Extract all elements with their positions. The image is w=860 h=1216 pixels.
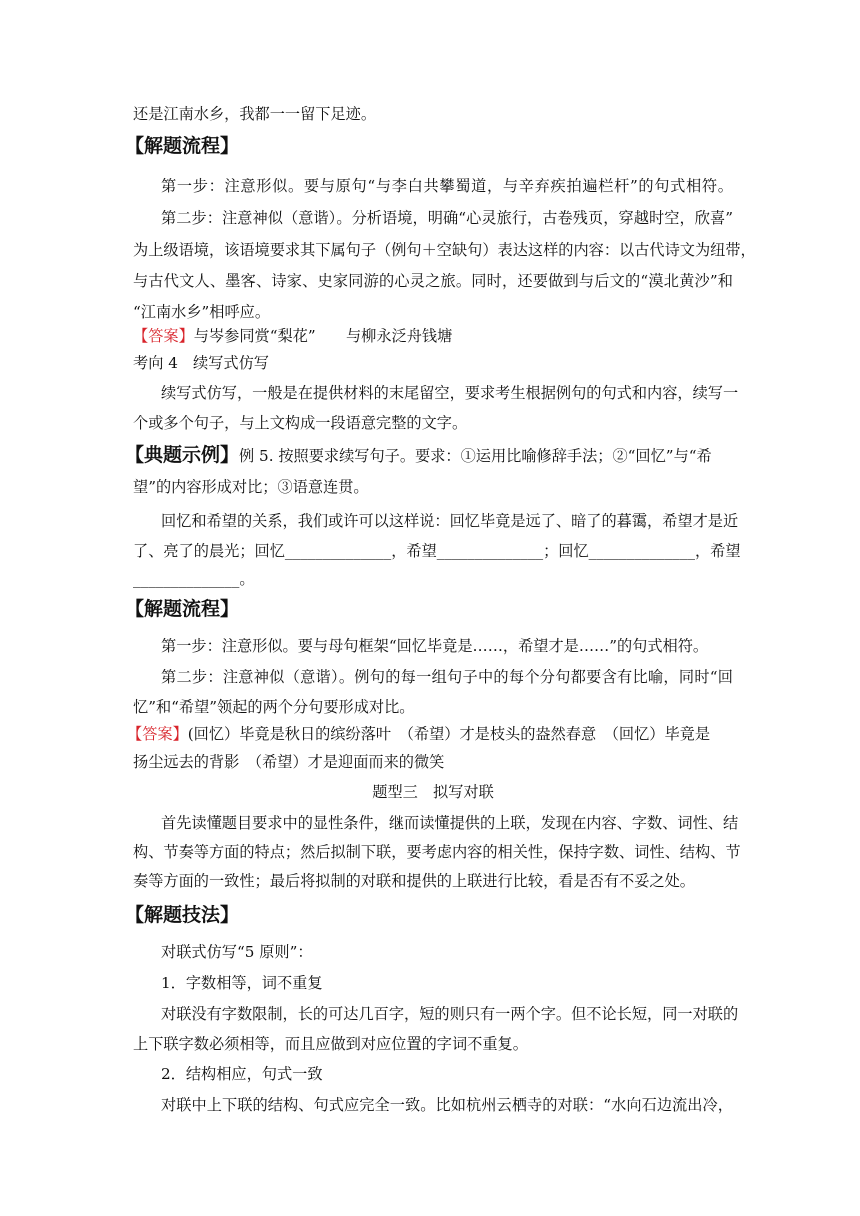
answer-text: (回忆）毕竟是秋日的缤纷落叶 （希望）才是枝头的盎然春意 （回忆）毕竟是 bbox=[187, 725, 711, 743]
answer-tag: 【答案】 bbox=[127, 725, 188, 743]
paragraph-line: 续写式仿写，一般是在提供材料的末尾留空，要求考生根据例句的句式和内容，续写一 bbox=[161, 384, 739, 402]
paragraph-line: “江南水乡”相呼应。 bbox=[133, 303, 271, 321]
answer-blank[interactable]: ______________ bbox=[588, 542, 695, 560]
answer-line bbox=[127, 724, 733, 744]
paragraph-line: 个或多个句子，与上文构成一段语意完整的文字。 bbox=[133, 414, 468, 432]
answer-text: 与岑参同赏“梨花” 与柳永泛舟钱塘 bbox=[193, 327, 453, 345]
paragraph-line: 第二步：注意神似（意谐）。分析语境，明确“心灵旅行，古卷残页，穿越时空，欣喜” bbox=[161, 209, 733, 227]
paragraph-line: 忆”和“希望”领起的两个分句要形成对比。 bbox=[133, 698, 415, 716]
paragraph-line: 回忆和希望的关系，我们或许可以这样说：回忆毕竟是远了、暗了的暮霭，希望才是近 bbox=[161, 512, 739, 530]
paragraph-line: 奏等方面的一致性；最后将拟制的对联和提供的上联进行比较，看是否有不妥之处。 bbox=[133, 872, 695, 890]
example-text: 例 5. 按照要求续写句子。要求：①运用比喻修辞手法；②“回忆”与“希 bbox=[239, 447, 712, 465]
answer-blank[interactable]: ______________ bbox=[133, 570, 240, 588]
list-item: 1．字数相等，词不重复 bbox=[161, 974, 323, 992]
paragraph-line: 还是江南水乡，我都一一留下足迹。 bbox=[133, 105, 376, 123]
answer-blank[interactable]: ______________ bbox=[436, 542, 544, 560]
answer-line bbox=[133, 326, 733, 346]
question-type-title: 题型三 拟写对联 bbox=[372, 783, 494, 801]
paragraph-line: 为上级语境，该语境要求其下属句子（例句＋空缺句）表达这样的内容：以古代诗文为纽带， bbox=[133, 241, 756, 259]
section-heading-techniques: 【解题技法】 bbox=[125, 904, 240, 926]
answer-blank[interactable]: ______________ bbox=[284, 542, 392, 560]
paragraph-line: 第一步：注意形似。要与母句框架“回忆毕竟是……，希望才是……”的句式相符。 bbox=[161, 637, 709, 655]
paragraph-line: 第二步：注意神似（意谐）。例句的每一组句子中的每个分句都要含有比喻，同时“回 bbox=[161, 668, 733, 686]
paragraph-line: 与古代文人、墨客、诗家、史家同游的心灵之旅。同时，还要做到与后文的“漠北黄沙”和 bbox=[133, 272, 733, 290]
section-heading-example: 【典题示例】 bbox=[125, 444, 240, 466]
blank-text: ，希望 bbox=[391, 542, 437, 560]
paragraph-line: 对联中上下联的结构、句式应完全一致。比如杭州云栖寺的对联：“水向石边流出冷， bbox=[161, 1096, 733, 1114]
example-line bbox=[125, 443, 733, 467]
fill-blank-line bbox=[133, 541, 741, 561]
section-heading-solution-process: 【解题流程】 bbox=[125, 598, 240, 620]
paragraph-line: 首先读懂题目要求中的显性条件，继而读懂提供的上联，发现在内容、字数、词性、结 bbox=[161, 814, 739, 832]
blank-text: 了、亮了的晨光；回忆 bbox=[133, 542, 285, 560]
fill-blank-line bbox=[133, 569, 733, 589]
paragraph-line: 对联没有字数限制，长的可达几百字，短的则只有一两个字。但不论长短，同一对联的 bbox=[161, 1005, 739, 1023]
subsection-title: 考向 4 续写式仿写 bbox=[133, 354, 269, 372]
list-item: 2．结构相应，句式一致 bbox=[161, 1065, 323, 1083]
answer-tag: 【答案】 bbox=[133, 327, 194, 345]
paragraph-line: 对联式仿写“5 原则”： bbox=[161, 943, 313, 961]
blank-text: ，希望 bbox=[694, 542, 741, 560]
blank-text: 。 bbox=[239, 570, 255, 588]
paragraph-line: 望”的内容形成对比；③语意连贯。 bbox=[133, 478, 369, 496]
paragraph-line: 上下联字数必须相等，而且应做到对应位置的字词不重复。 bbox=[133, 1035, 528, 1053]
paragraph-line: 构、节奏等方面的特点；然后拟制下联，要考虑内容的相关性，保持字数、词性、结构、节 bbox=[133, 843, 741, 861]
paragraph-line: 扬尘远去的背影 （希望）才是迎面而来的微笑 bbox=[133, 753, 445, 771]
blank-text: ；回忆 bbox=[543, 542, 589, 560]
section-heading-solution-process: 【解题流程】 bbox=[125, 135, 240, 157]
paragraph-line: 第一步：注意形似。要与原句“与李白共攀蜀道，与辛弃疾拍遍栏杆”的句式相符。 bbox=[161, 177, 733, 195]
